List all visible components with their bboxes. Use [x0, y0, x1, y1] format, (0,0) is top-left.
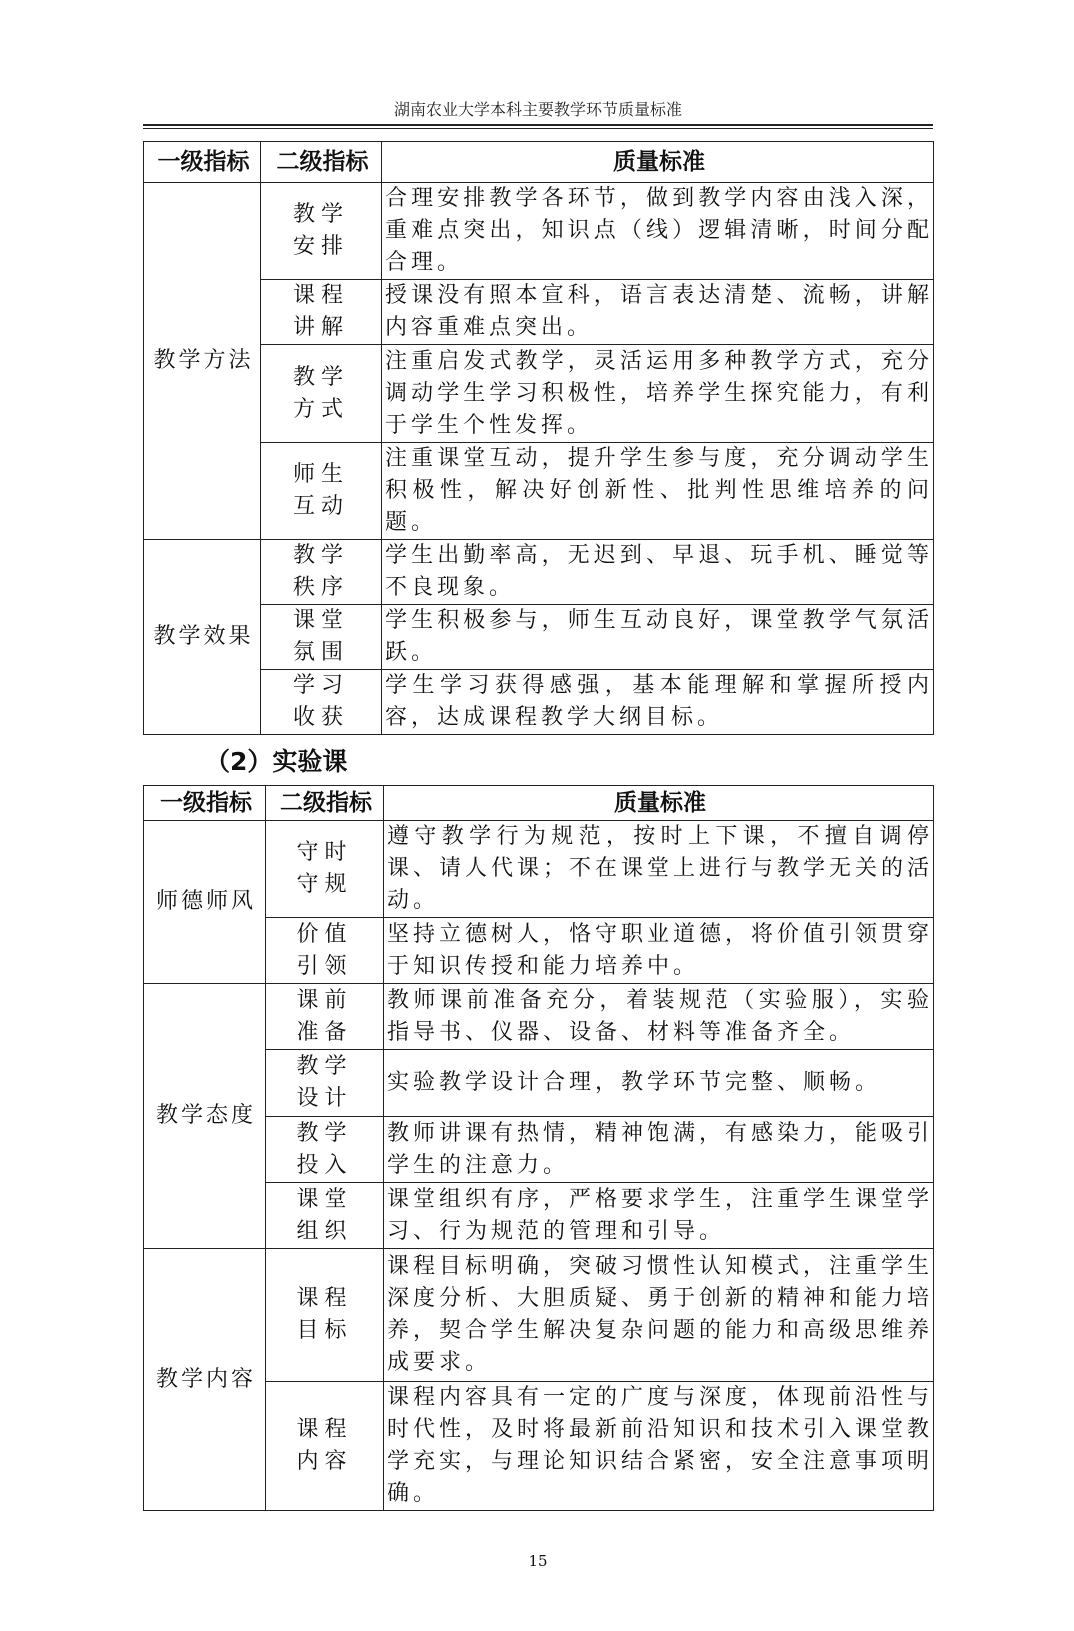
- quality-standard: 授课没有照本宣科，语言表达清楚、流畅，讲解内容重难点突出。: [382, 280, 934, 345]
- level1-indicator: 教学效果: [144, 540, 261, 735]
- column-header-standard: 质量标准: [384, 786, 934, 821]
- quality-standard: 教师讲课有热情，精神饱满，有感染力，能吸引学生的注意力。: [384, 1117, 934, 1183]
- level1-indicator: 教学态度: [144, 984, 266, 1249]
- level2-indicator: 课堂氛围: [261, 605, 382, 670]
- table-row: [144, 984, 934, 1050]
- quality-standard: 课堂组织有序，严格要求学生，注重学生课堂学习、行为规范的管理和引导。: [384, 1183, 934, 1249]
- table-row: [144, 821, 934, 918]
- quality-standard: 注重课堂互动，提升学生参与度，充分调动学生积极性，解决好创新性、批判性思维培养的问题。: [382, 443, 934, 540]
- level2-indicator: 课前准备: [266, 984, 384, 1050]
- table-row: [144, 443, 934, 540]
- header-rule-thin: [143, 128, 933, 129]
- quality-standard: 教师课前准备充分，着装规范（实验服），实验指导书、仪器、设备、材料等准备齐全。: [384, 984, 934, 1050]
- level1-indicator: 教学方法: [144, 183, 261, 540]
- quality-standard: 注重启发式教学，灵活运用多种教学方式，充分调动学生学习积极性，培养学生探究能力，有利于学生个性发挥。: [382, 345, 934, 443]
- quality-standard: 遵守教学行为规范，按时上下课，不擅自调停课、请人代课；不在课堂上进行与教学无关的活动。: [384, 821, 934, 918]
- column-header-level2: 二级指标: [266, 786, 384, 821]
- level2-indicator: 教学秩序: [261, 540, 382, 605]
- level1-indicator: 师德师风: [144, 821, 266, 984]
- column-header-level2: 二级指标: [261, 142, 382, 183]
- level2-indicator: 教学设计: [266, 1050, 384, 1117]
- table-row: [144, 183, 934, 280]
- quality-standard: 学生学习获得感强，基本能理解和掌握所授内容，达成课程教学大纲目标。: [382, 670, 934, 735]
- level2-indicator: 课程目标: [266, 1249, 384, 1382]
- level2-indicator: 教学安排: [261, 183, 382, 280]
- level2-indicator: 守时守规: [266, 821, 384, 918]
- running-head: 湖南农业大学本科主要教学环节质量标准: [393, 100, 682, 119]
- table-row: [144, 605, 934, 670]
- level2-indicator: 课程讲解: [261, 280, 382, 345]
- quality-standard: 课程目标明确，突破习惯性认知模式，注重学生深度分析、大胆质疑、勇于创新的精神和能力培养，契合学生解决复杂问题的能力和高级思维养成要求。: [384, 1249, 934, 1382]
- table-row: [144, 1249, 934, 1382]
- header-rule: [143, 124, 933, 126]
- level2-indicator: 师生互动: [261, 443, 382, 540]
- level2-indicator: 教学投入: [266, 1117, 384, 1183]
- quality-standard: 学生出勤率高，无迟到、早退、玩手机、睡觉等不良现象。: [382, 540, 934, 605]
- level2-indicator: 学习收获: [261, 670, 382, 735]
- page-number: 15: [528, 1552, 548, 1570]
- table-header-row: [144, 142, 934, 183]
- column-header-level1: 一级指标: [144, 786, 266, 821]
- section-title: （2）实验课: [205, 747, 348, 776]
- table-header-row: [144, 786, 934, 821]
- quality-standard: 合理安排教学各环节，做到教学内容由浅入深，重难点突出，知识点（线）逻辑清晰，时间分配合理。: [382, 183, 934, 280]
- lab-quality-table: [143, 785, 934, 1511]
- level1-indicator: 教学内容: [144, 1249, 266, 1511]
- level2-indicator: 价值引领: [266, 918, 384, 984]
- quality-standard: 学生积极参与，师生互动良好，课堂教学气氛活跃。: [382, 605, 934, 670]
- column-header-level1: 一级指标: [144, 142, 261, 183]
- level2-indicator: 课程内容: [266, 1382, 384, 1511]
- table-row: [144, 670, 934, 735]
- quality-standard: 坚持立德树人，恪守职业道德，将价值引领贯穿于知识传授和能力培养中。: [384, 918, 934, 984]
- level2-indicator: 教学方式: [261, 345, 382, 443]
- column-header-standard: 质量标准: [382, 142, 934, 183]
- quality-standard: 实验教学设计合理，教学环节完整、顺畅。: [384, 1050, 934, 1117]
- table-row: [144, 280, 934, 345]
- table-row: [144, 540, 934, 605]
- quality-standard: 课程内容具有一定的广度与深度，体现前沿性与时代性，及时将最新前沿知识和技术引入课堂教学充实，与理论知识结合紧密，安全注意事项明确。: [384, 1382, 934, 1511]
- level2-indicator: 课堂组织: [266, 1183, 384, 1249]
- table-row: [144, 345, 934, 443]
- theory-quality-table: [143, 141, 934, 735]
